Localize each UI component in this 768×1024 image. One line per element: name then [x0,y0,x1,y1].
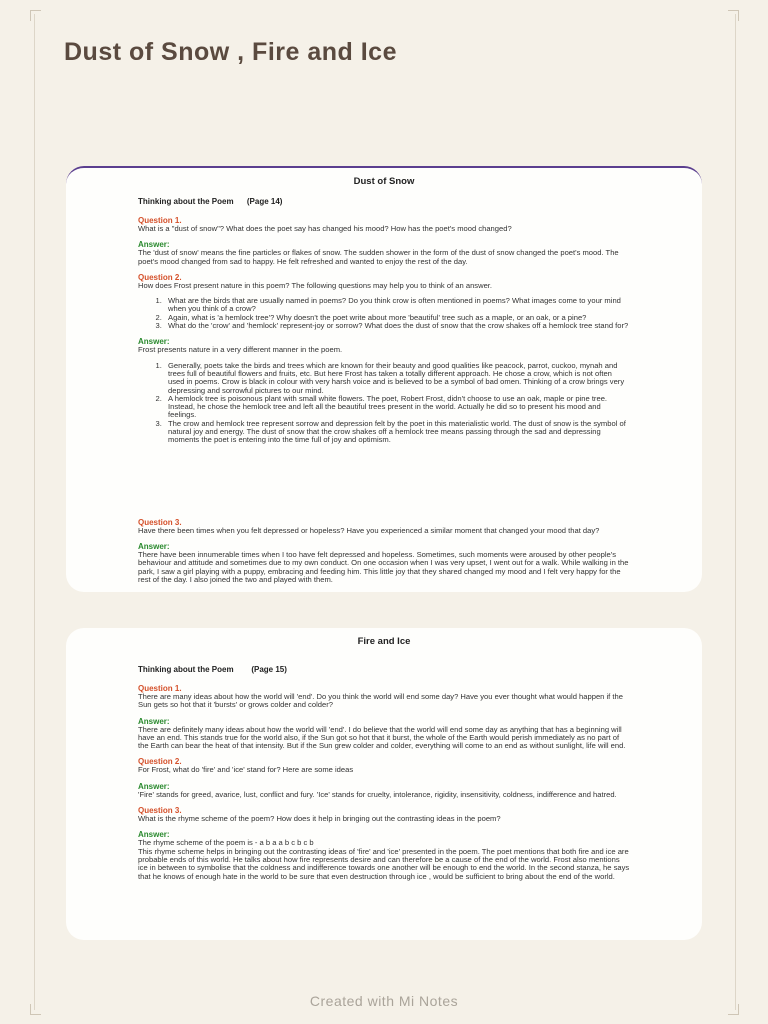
frame-corner [30,10,41,21]
question-text: How does Frost present nature in this poem? The following questions may help you to think of an answer. [138,280,493,290]
answer-text: This rhyme scheme helps in bringing out the contrasting ideas of 'fire' and 'ice' presented in the poem. The poet mentions that both fire and ice are probable ends of this world. He talks about how fire represents desire and can therefore be a cause of the end of the world. Frost also mentions ice in between to symbolise that the coldness and indifference towards one another will be enough to end the world. In the second stanza, he says that he knows of enough hate in the world to be sure that even destruction through ice , would be sufficient to bring about the end of the world. [138,846,630,881]
card-heading: Fire and Ice [357,636,411,647]
frame-corner [728,10,739,21]
card-subtitle: Thinking about the Poem (Page 14) [138,197,283,206]
question-text: For Frost, what do 'fire' and 'ice' stand for? Here are some ideas [138,765,354,775]
answer-text: 'Fire' stands for greed, avarice, lust, conflict and fury. 'Ice' stands for cruelty, intolerance, rigidity, insensitivity, coldness, indifference and hatred. [138,789,617,799]
answer-subitems [138,362,630,445]
dust-of-snow-image-card[interactable] [66,166,702,592]
fire-and-ice-image-card[interactable] [66,628,702,940]
answer-text: There are definitely many ideas about how the world will 'end'. I do believe that the world will end some day as anything that has a beginning will have an end. This stands true for the world also, if the Sun got so hot that it burst, the whole of the Earth would perish immediately as no part of the Earth can bear the heat of that intensity. But if the Sun grew colder and colder, everything will come to an end as without sunlight, life will end. [138,724,626,751]
answer-label: Answer: [138,716,170,726]
question-text: There are many ideas about how the world will 'end'. Do you think the world will end some day? Have you ever thought what would happen if the Sun gets so hot that it 'bursts' or grows colder and colder? [138,692,623,710]
question-label: Question 1. [138,684,182,693]
answer-label: Answer: [138,337,170,347]
question-label: Question 2. [138,757,182,767]
blank-space [138,452,630,518]
question-label: Question 2. [138,272,182,282]
question-subitems [138,297,630,330]
footer-watermark: Created with Mi Notes [309,993,459,1009]
answer-text: The rhyme scheme of the poem is - a b a a b c b c b [138,838,314,848]
note-title: Dust of Snow , Fire and Ice [64,38,397,66]
question-text: What is a "dust of snow"? What does the poet say has changed his mood? How has the poet's mood changed? [138,224,512,233]
list-item: 1. Generally, poets take the birds and trees which are known for their beauty and good qualities like peacock, parrot, cuckoo, mynah and trees full of beautiful flowers and fruits, etc. But here Frost has taken a totally different approach. He chose a crow, which is not often used in poems. Crow is black in colour with very harsh voice and is believed to be a symbol of bad omen. Thinking of a crow brings very depressing and sorrowful pictures to our mind. [164,362,630,395]
card-heading: Dust of Snow [353,176,415,187]
answer-label: Answer: [138,781,170,791]
question-label: Question 3. [138,806,182,816]
list-item: 2. A hemlock tree is poisonous plant with small white flowers. The poet, Robert Frost, didn't choose to use an oak, maple or pine tree. Instead, he chose the hemlock tree and left all the beautiful trees present in the world. Actually he did so to present his mood and feelings. [164,395,630,420]
question-text: What is the rhyme scheme of the poem? How does it help in bringing out the contrasting ideas in the poem? [138,814,501,824]
question-text: Have there been times when you felt depressed or hopeless? Have you experienced a similar moment that changed your mood that day? [138,525,600,535]
answer-text: There have been innumerable times when I too have felt depressed and hopeless. Sometimes, such moments were aroused by other people's behaviour and attitude and sometimes due to my own conduct. On one occasion when I was very upset, I went out for a walk. While walking in the park, I saw a girl playing with a puppy, embracing and feeding him. This little joy that they shared changed my mood and I felt very happy for the rest of the day. I also joined the two and played with them. [138,549,629,584]
list-item: 3. What do the 'crow' and 'hemlock' represent-joy or sorrow? What does the dust of snow that the crow shakes off a hemlock tree stand for? [164,322,630,330]
answer-label: Answer: [138,240,170,250]
list-item: 1. What are the birds that are usually named in poems? Do you think crow is often mentioned in poems? What images come to your mind when you think of a crow? [164,297,630,314]
question-label: Question 1. [138,216,182,225]
question-label: Question 3. [138,517,182,527]
list-item: 3. The crow and hemlock tree represent sorrow and depression felt by the poet in this materialistic world. The dust of snow is the symbol of natural joy and energy. The dust of snow that the crow shakes off a hemlock tree means passing through the sad and depressing moments the poet is entering into the time full of joy and optimism. [164,420,630,445]
answer-label: Answer: [138,830,170,840]
list-item: 2. Again, what is 'a hemlock tree'? Why doesn't the poet write about more 'beautiful' tree such as a maple, or an oak, or a pine? [164,314,630,322]
card-subtitle: Thinking about the Poem (Page 15) [138,665,287,674]
answer-label: Answer: [138,541,170,551]
answer-text: Frost presents nature in a very different manner in the poem. [138,345,343,355]
answer-text: The 'dust of snow' means the fine particles or flakes of snow. The sudden shower in the form of the dust of snow changed the poet's mood. The poet's mood changed from sad to happy. He felt refreshed and wanted to enjoy the rest of the day. [138,248,619,266]
